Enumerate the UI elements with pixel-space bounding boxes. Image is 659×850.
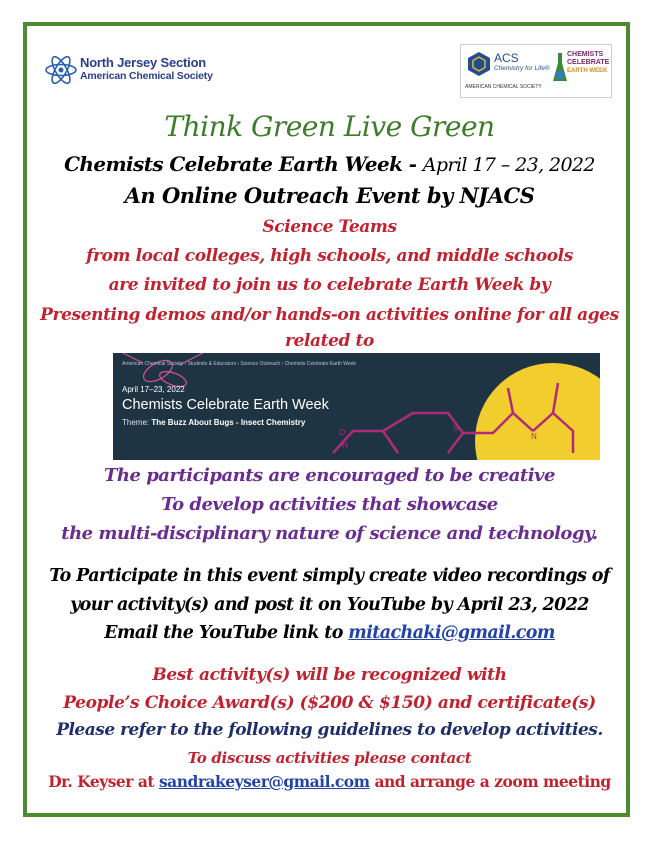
contact-line2: [0, 772, 659, 791]
participate-line2: your activity(s) and post it on YouTube by April 23, 2022: [70, 595, 589, 615]
participate-line3: [0, 623, 659, 643]
banner-theme-value: The Buzz About Bugs - Insect Chemistry: [151, 418, 306, 427]
invite-line5: related to: [285, 331, 374, 351]
encourage-line2: To develop activities that showcase: [161, 494, 498, 515]
svg-text:N: N: [531, 432, 537, 441]
njacs-logo-line1: North Jersey Section: [80, 55, 207, 70]
cce-banner-image: [113, 353, 600, 460]
participate-email-prefix: Email the YouTube link to: [104, 623, 349, 643]
acs-hexagon-icon: [467, 51, 491, 77]
event-name: Chemists Celebrate Earth Week -: [64, 152, 423, 176]
atom-icon: [44, 53, 78, 87]
invite-line2: from local colleges, high schools, and middle schools: [86, 246, 573, 266]
svg-text:H: H: [342, 441, 348, 450]
awards-line1: Best activity(s) will be recognized with: [152, 665, 507, 685]
invite-line4: Presenting demos and/or hands-on activities online for all ages: [40, 305, 619, 325]
invite-line3: are invited to join us to celebrate Earth Week by: [108, 275, 551, 295]
page-title: Think Green Live Green: [164, 110, 495, 143]
banner-theme: [122, 418, 305, 427]
participate-line1: To Participate in this event simply create video recordings of: [49, 566, 610, 586]
cce-logo-text: [567, 51, 609, 75]
cce-line1: CHEMISTS: [567, 51, 604, 58]
njacs-logo: [44, 53, 219, 89]
encourage-line1: The participants are encouraged to be creative: [104, 465, 555, 486]
organizer-email-link[interactable]: mitachaki@gmail.com: [348, 623, 555, 643]
event-date: April 17 – 23, 2022: [422, 154, 595, 176]
acs-tagline: Chemistry for Life®: [494, 65, 550, 72]
acs-society: AMERICAN CHEMICAL SOCIETY: [465, 84, 542, 90]
cce-line2: CELEBRATE: [567, 59, 610, 66]
contact-suffix: and arrange a zoom meeting: [369, 772, 611, 791]
contact-line1: To discuss activities please contact: [187, 749, 472, 767]
online-event-heading: An Online Outreach Event by NJACS: [124, 183, 535, 208]
acs-name: ACS: [494, 51, 519, 65]
acs-logo-box: [460, 44, 612, 98]
encourage-line3: the multi-disciplinary nature of science and technology.: [61, 523, 598, 544]
banner-date: April 17–23, 2022: [122, 385, 185, 394]
banner-breadcrumb: American Chemical Society › Students & Educators › Science Outreach › Chemists Celebrate Earth Week: [122, 361, 356, 367]
banner-theme-label: Theme:: [122, 418, 152, 427]
banner-title: Chemists Celebrate Earth Week: [122, 397, 329, 413]
njacs-logo-line2: American Chemical Society: [80, 70, 213, 82]
guidelines-line: Please refer to the following guidelines to develop activities.: [56, 720, 603, 740]
cce-line3: EARTH WEEK: [567, 68, 608, 74]
svg-text:S: S: [453, 424, 459, 433]
flask-icon: [553, 53, 567, 83]
awards-line2: People’s Choice Award(s) ($200 & $150) and certificate(s): [63, 693, 596, 713]
contact-prefix: Dr. Keyser at: [48, 772, 159, 791]
contact-email-link[interactable]: sandrakeyser@gmail.com: [158, 772, 370, 791]
event-heading: [0, 152, 659, 176]
svg-text:O: O: [339, 428, 346, 437]
invite-line1: Science Teams: [262, 217, 397, 237]
